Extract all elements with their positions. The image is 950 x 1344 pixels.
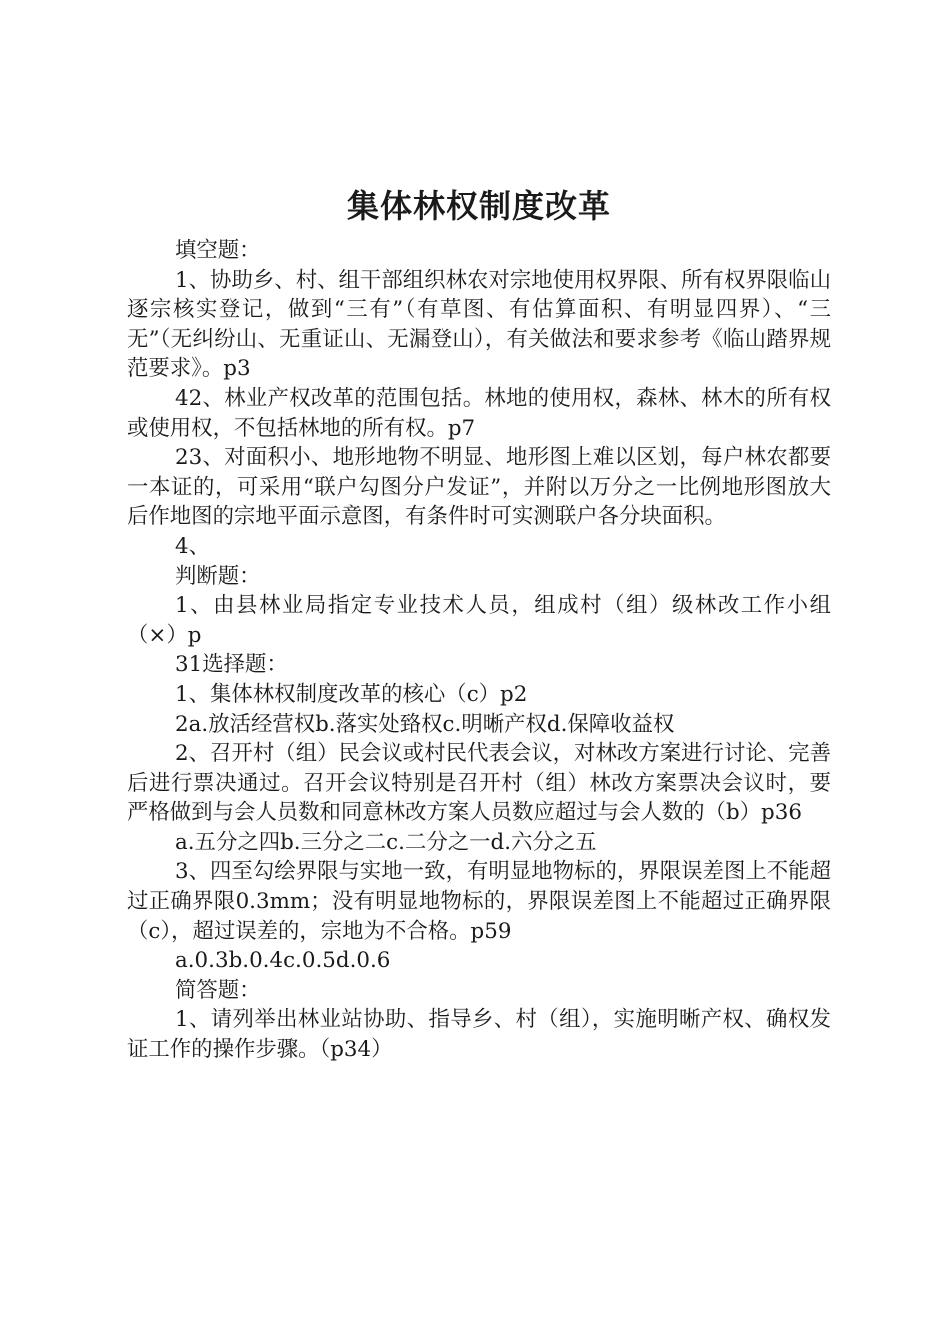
section-heading-short-answer: 简答题： bbox=[175, 977, 261, 1003]
answer-options: a.0.3b.0.4c.0.5d.0.6 bbox=[175, 948, 391, 974]
answer-options: a.五分之四b.三分之二c.二分之一d.六分之五 bbox=[175, 829, 597, 855]
document-page bbox=[127, 184, 831, 1065]
paragraph: 3、四至勾绘界限与实地一致，有明显地物标的，界限误差图上不能超过正确界限0.3mm；没有明显地物标的，界限误差图上不能超过正确界限（c），超过误差的，宗地为不合格。p59 bbox=[127, 859, 831, 944]
paragraph: 1、由县林业局指定专业技术人员，组成村（组）级林改工作小组（×）p bbox=[127, 593, 831, 648]
paragraph: 42、林业产权改革的范围包括。林地的使用权，森林、林木的所有权或使用权，不包括林地的所有权。p7 bbox=[127, 385, 831, 441]
section-heading-true-false: 判断题： bbox=[175, 563, 261, 589]
answer-options: 2a.放活经营权b.落实处臵权c.明晰产权d.保障收益权 bbox=[175, 711, 675, 737]
paragraph: 1、协助乡、村、组干部组织林农对宗地使用权界限、所有权界限临山逐宗核实登记，做到“三有”（有草图、有估算面积、有明显四界）、“三无”（无纠纷山、无重证山、无漏登山），有关做法和要求参考《临山踏界规范要求》。p3 bbox=[127, 267, 831, 382]
paragraph: 1、请列举出林业站协助、指导乡、村（组），实施明晰产权、确权发证工作的操作步骤。（p34） bbox=[127, 1007, 831, 1063]
paragraph: 23、对面积小、地形地物不明显、地形图上难以区划，每户林农都要一本证的，可采用“联户勾图分户发证”，并附以万分之一比例地形图放大后作地图的宗地平面示意图，有条件时可实测联户各分块面积。 bbox=[127, 445, 831, 530]
paragraph: 2、召开村（组）民会议或村民代表会议，对林改方案进行讨论、完善后进行票决通过。召开会议特别是召开村（组）林改方案票决会议时，要严格做到与会人员数和同意林改方案人员数应超过与会人数的（b）p36 bbox=[127, 741, 831, 826]
document-title: 集体林权制度改革 bbox=[346, 187, 611, 225]
paragraph: 4、 bbox=[175, 533, 211, 559]
paragraph: 1、集体林权制度改革的核心（c）p2 bbox=[175, 681, 528, 707]
section-heading-fill-blank: 填空题： bbox=[175, 238, 261, 263]
section-heading-multiple-choice: 31选择题： bbox=[175, 652, 288, 678]
